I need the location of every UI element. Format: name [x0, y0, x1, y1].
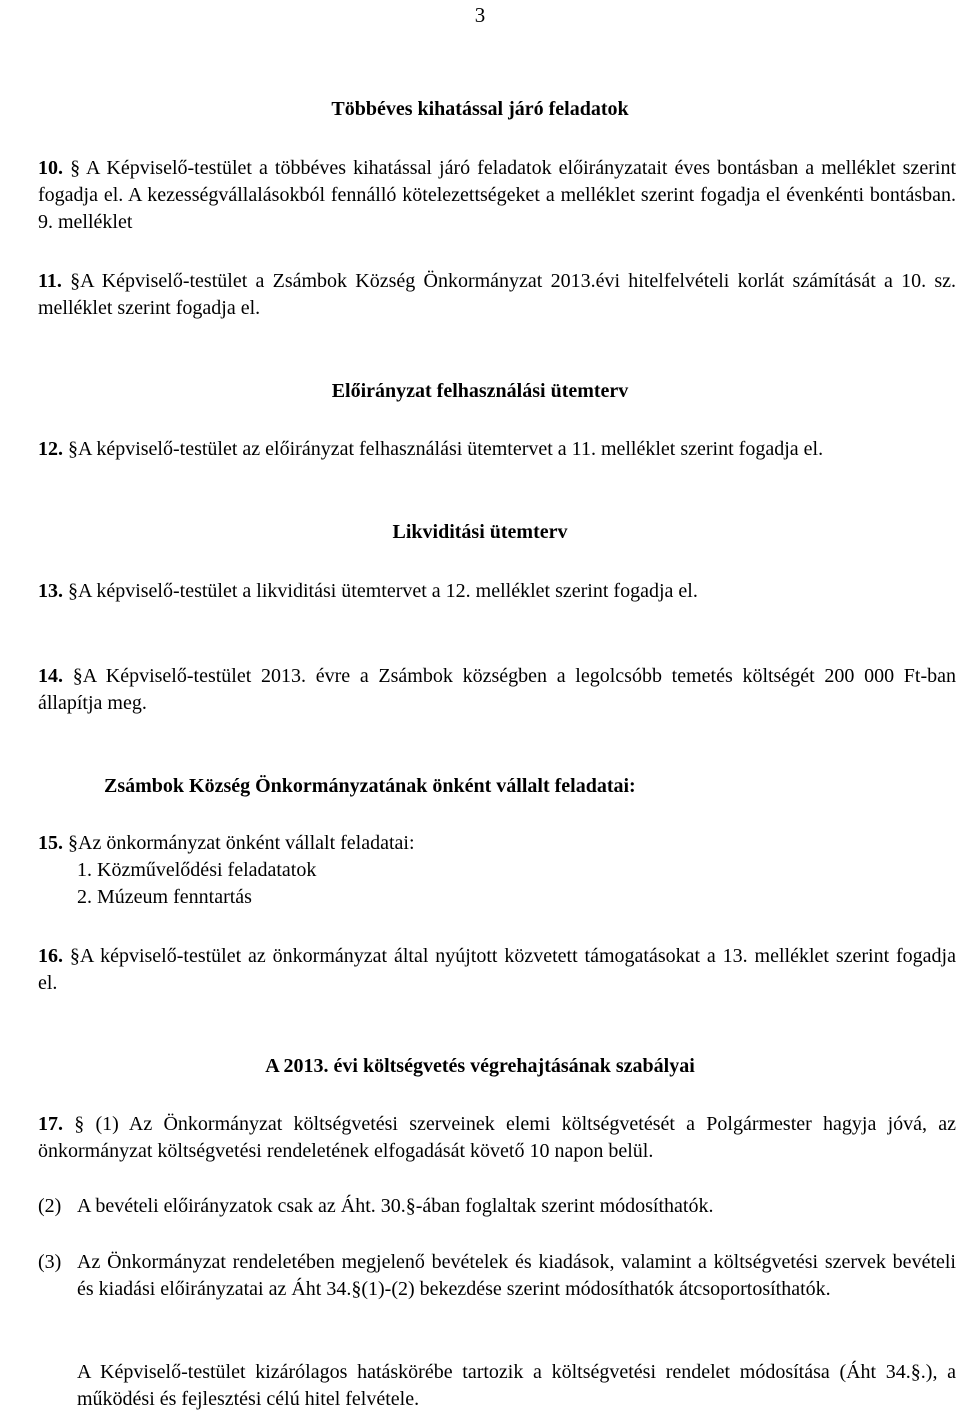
paragraph-11	[38, 268, 956, 322]
paragraph-number: 11.	[38, 270, 62, 292]
paragraph-13	[38, 578, 956, 605]
paragraph-17-4: A Képviselő-testület kizárólagos hatáskörébe tartozik a költségvetési rendelet módosítása (Áht 34.§.), a működési és fejlesztési célú hitel felvétele.	[77, 1361, 956, 1410]
paragraph-16	[38, 943, 956, 997]
paragraph-15	[38, 830, 956, 857]
paragraph-text: §A Képviselő-testület 2013. évre a Zsámbok községben a legolcsóbb temetés költségét 200 000 Ft-ban állapítja meg.	[38, 665, 957, 714]
paragraph-number: 17.	[38, 1113, 63, 1135]
paragraph-number: 14.	[38, 665, 63, 687]
section-heading-multi-year: Többéves kihatással járó feladatok	[331, 98, 629, 120]
paragraph-text: § A Képviselő-testület a többéves kihatással járó feladatok előirányzatait éves bontásban a melléklet szerint fogadja el. A kezességvállalásokból fennálló kötelezettségeket a melléklet szerint fogadja el évenkénti bontásban. 9. melléklet	[38, 157, 956, 233]
paragraph-17-3-label: (3)	[38, 1251, 62, 1273]
paragraph-number: 15.	[38, 832, 63, 854]
section-heading-budget-execution-rules: A 2013. évi költségvetés végrehajtásának szabályai	[265, 1055, 695, 1077]
section-heading-voluntary-tasks: Zsámbok Község Önkormányzatának önként vállalt feladatai:	[104, 775, 636, 797]
paragraph-17-2: A bevételi előirányzatok csak az Áht. 30.§-ában foglaltak szerint módosíthatók.	[77, 1195, 714, 1217]
paragraph-text: §A képviselő-testület az önkormányzat által nyújtott közvetett támogatásokat a 13. melléklet szerint fogadja el.	[38, 945, 956, 994]
paragraph-text: §A képviselő-testület a likviditási ütemtervet a 12. melléklet szerint fogadja el.	[68, 580, 698, 602]
paragraph-number: 13.	[38, 580, 63, 602]
paragraph-text: §Az önkormányzat önként vállalt feladatai:	[68, 832, 415, 854]
voluntary-task-item: 1. Közművelődési feladatatok	[77, 859, 317, 881]
paragraph-number: 10.	[38, 157, 63, 179]
paragraph-14	[38, 663, 956, 717]
paragraph-text: § (1) Az Önkormányzat költségvetési szerveinek elemi költségvetését a Polgármester hagyja jóvá, az önkormányzat költségvetési rendeletének elfogadását követő 10 napon belül.	[38, 1113, 956, 1162]
paragraph-text: §A képviselő-testület az előirányzat felhasználási ütemtervet a 11. melléklet szerint fogadja el.	[68, 438, 824, 460]
paragraph-number: 16.	[38, 945, 63, 967]
paragraph-number: 12.	[38, 438, 63, 460]
paragraph-12	[38, 436, 956, 463]
paragraph-17-3: Az Önkormányzat rendeletében megjelenő bevételek és kiadások, valamint a költségvetési szervek bevételi és kiadási előirányzatai az Áht 34.§(1)-(2) bekezdése szerint módosíthatók átcsoportosíthatók.	[77, 1251, 956, 1300]
paragraph-17-1	[38, 1111, 956, 1165]
section-heading-liquidity-schedule: Likviditási ütemterv	[392, 521, 568, 543]
page-number: 3	[474, 3, 486, 27]
section-heading-appropriation-schedule: Előirányzat felhasználási ütemterv	[331, 380, 629, 402]
paragraph-10	[38, 155, 956, 236]
voluntary-task-item: 2. Múzeum fenntartás	[77, 886, 252, 908]
paragraph-text: §A Képviselő-testület a Zsámbok Község Önkormányzat 2013.évi hitelfelvételi korlát számítását a 10. sz. melléklet szerint fogadja el.	[38, 270, 957, 319]
paragraph-17-2-label: (2)	[38, 1195, 62, 1217]
